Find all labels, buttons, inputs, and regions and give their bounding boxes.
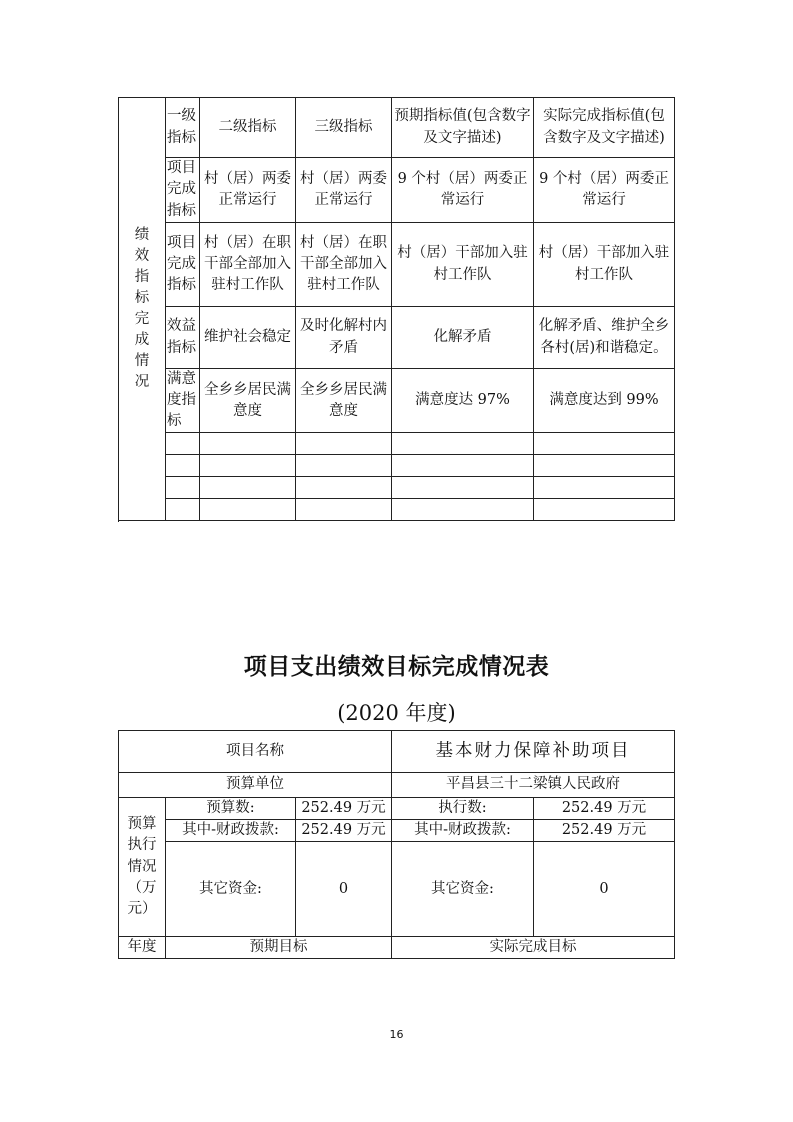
year-label: 年度 (119, 937, 166, 959)
executed-label: 执行数: (392, 798, 534, 820)
header-level2: 二级指标 (200, 98, 296, 158)
fiscal-value-right: 252.49 万元 (534, 820, 675, 842)
row-expected: 满意度达 97% (392, 369, 534, 433)
other-label-left: 其它资金: (166, 842, 296, 937)
row-level2: 全乡乡居民满意度 (200, 369, 296, 433)
table-row (119, 307, 675, 369)
project-name-label: 项目名称 (119, 731, 392, 773)
budget-label: 预算数: (166, 798, 296, 820)
document-title: 项目支出绩效目标完成情况表 (243, 654, 550, 680)
row-actual: 化解矛盾、维护全乡各村(居)和谐稳定。 (534, 307, 675, 369)
empty-row (119, 433, 675, 455)
row-level3: 及时化解村内矛盾 (296, 307, 392, 369)
fiscal-label-left: 其中-财政拨款: (166, 820, 296, 842)
budget-value: 252.49 万元 (296, 798, 392, 820)
header-actual: 实际完成指标值(包含数字及文字描述) (534, 98, 675, 158)
page-number: 16 (389, 1028, 404, 1041)
row-actual: 9 个村（居）两委正常运行 (534, 158, 675, 223)
exec-label: 预算执行情况（万元） (119, 798, 166, 937)
document-subtitle: (2020 年度) (337, 701, 456, 725)
unit-label: 预算单位 (119, 773, 392, 798)
actual-goal-label: 实际完成目标 (392, 937, 675, 959)
executed-value: 252.49 万元 (534, 798, 675, 820)
row-level1: 满意度指标 (166, 369, 200, 433)
table-row (119, 158, 675, 223)
table-row (119, 223, 675, 307)
row-actual: 村（居）干部加入驻村工作队 (534, 223, 675, 307)
section-label: 绩效指标完成情况 (119, 98, 166, 521)
other-label-right: 其它资金: (392, 842, 534, 937)
other-value-left: 0 (296, 842, 392, 937)
empty-row (119, 455, 675, 477)
row-level2: 村（居）在职干部全部加入驻村工作队 (200, 223, 296, 307)
row-level2: 村（居）两委正常运行 (200, 158, 296, 223)
table-row (119, 731, 675, 773)
row-level3: 全乡乡居民满意度 (296, 369, 392, 433)
project-name: 基本财力保障补助项目 (392, 731, 675, 773)
header-level1: 一级指标 (166, 98, 200, 158)
row-level1: 效益指标 (166, 307, 200, 369)
table-row (119, 937, 675, 959)
unit-value: 平昌县三十二梁镇人民政府 (392, 773, 675, 798)
fiscal-value-left: 252.49 万元 (296, 820, 392, 842)
row-level3: 村（居）在职干部全部加入驻村工作队 (296, 223, 392, 307)
empty-row (119, 499, 675, 521)
budget-execution-table (118, 730, 675, 959)
table-row (119, 369, 675, 433)
row-expected: 村（居）干部加入驻村工作队 (392, 223, 534, 307)
row-actual: 满意度达到 99% (534, 369, 675, 433)
row-level1: 项目完成指标 (166, 223, 200, 307)
other-value-right: 0 (534, 842, 675, 937)
performance-indicators-table (118, 97, 675, 521)
table-row (119, 820, 675, 842)
row-level2: 维护社会稳定 (200, 307, 296, 369)
table-row (119, 798, 675, 820)
table-row (119, 842, 675, 937)
expected-goal-label: 预期目标 (166, 937, 392, 959)
table-row (119, 98, 675, 158)
row-expected: 9 个村（居）两委正常运行 (392, 158, 534, 223)
fiscal-label-right: 其中-财政拨款: (392, 820, 534, 842)
row-level3: 村（居）两委正常运行 (296, 158, 392, 223)
table-row (119, 773, 675, 798)
header-expected: 预期指标值(包含数字及文字描述) (392, 98, 534, 158)
empty-row (119, 477, 675, 499)
row-expected: 化解矛盾 (392, 307, 534, 369)
row-level1: 项目完成指标 (166, 158, 200, 223)
header-level3: 三级指标 (296, 98, 392, 158)
